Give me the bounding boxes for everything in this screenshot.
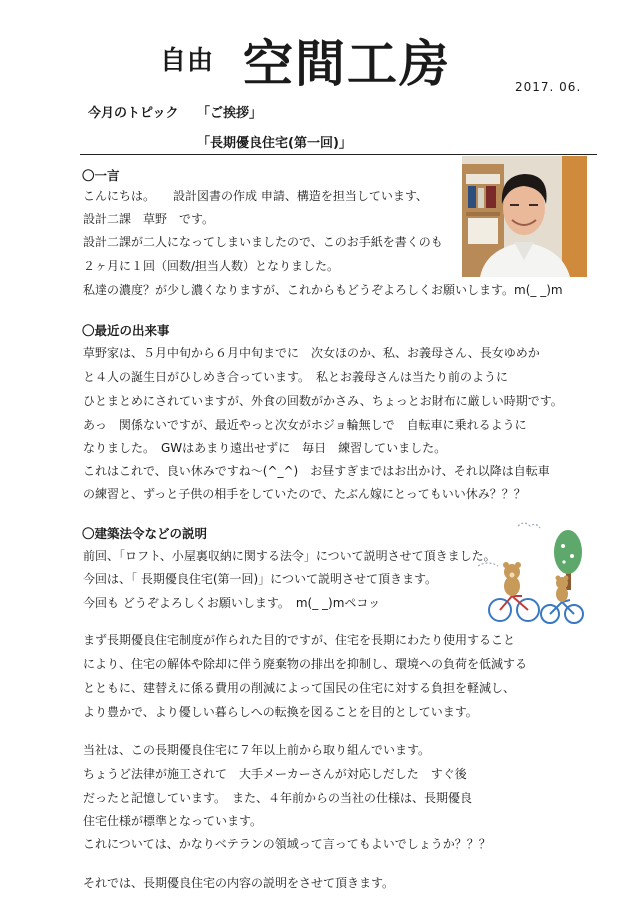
news-line: これはこれで、良い休みですね～(^_^) お昼すぎまではお出かけ、それ以降は自転車 — [83, 464, 550, 478]
company-line: 住宅仕様が標準となっています。 — [83, 814, 263, 828]
purpose-line: より豊かで、より優しい暮らしへの転換を図ることを目的としています。 — [83, 705, 478, 719]
section-heading-greeting: 〇一言 — [82, 168, 120, 183]
header-divider — [80, 154, 597, 155]
company-line: ちょうど法律が施工されて 大手メーカーさんが対応しだした すぐ後 — [83, 767, 467, 781]
topic-greeting: 「ご挨拶」 — [197, 106, 263, 121]
news-line: 草野家は、５月中旬から６月中旬までに 次女ほのか、私、お義母さん、長女ゆめか — [83, 346, 540, 360]
topic-long-term-housing: 「長期優良住宅(第一回)」 — [197, 136, 352, 151]
staff-photo — [462, 156, 587, 277]
section-heading-recent-events: 〇最近の出来事 — [82, 323, 170, 338]
closing-line: それでは、長期優良住宅の内容の説明をさせて頂きます。 — [83, 876, 395, 890]
greeting-line: ２ヶ月に１回（回数/担当人数）となりました。 — [83, 259, 340, 273]
purpose-line: により、住宅の解体や除却に伴う廃棄物の排出を抑制し、環境への負荷を低減する — [83, 657, 528, 671]
greeting-line: 設計二課 草野 です。 — [83, 212, 215, 226]
purpose-line: とともに、建替えに係る費用の削減によって国民の住宅に対する負担を軽減し、 — [83, 681, 516, 695]
brand-name-large: 空間工房 — [243, 35, 451, 93]
company-line: だったと記憶しています。 また、４年前からの当社の仕様は、長期優良 — [83, 791, 473, 805]
bears-riding-bicycles-icon — [478, 520, 593, 630]
law-line: 前回、「ロフト、小屋裏収納に関する法令」について説明させて頂きました。 — [83, 549, 496, 563]
purpose-line: まず長期優良住宅制度が作られた目的ですが、住宅を長期にわたり使用すること — [83, 633, 516, 647]
news-line: と４人の誕生日がひしめき合っています。 私とお義母さんは当たり前のように — [83, 370, 509, 384]
greeting-line: 私達の濃度？が少し濃くなりますが、これからもどうぞよろしくお願いします。m(_ _)m — [83, 283, 563, 297]
company-line: 当社は、この長期優良住宅に７年以上前から取り組んでいます。 — [83, 743, 431, 757]
section-heading-building-law: 〇建築法令などの説明 — [82, 526, 208, 541]
greeting-line: こんにちは。 設計図書の作成 申請、構造を担当しています、 — [83, 189, 428, 203]
company-line: これについては、かなりベテランの領域って言ってもよいでしょうか？？？ — [83, 837, 491, 851]
topic-label: 今月のトピック — [88, 106, 179, 121]
news-line: の練習と、ずっと子供の相手をしていたので、たぶん嫁にとってもいい休み？？？ — [83, 487, 526, 501]
issue-date: 2017. 06. — [515, 80, 582, 94]
news-line: ひとまとめにされていますが、外食の回数がかさみ、ちょっとお財布に厳しい時期です。 — [83, 394, 563, 408]
law-line: 今回は、「 長期優良住宅(第一回)」について説明させて頂きます。 — [83, 572, 437, 586]
law-line: 今回も どうぞよろしくお願いします。 m(_ _)mペコッ — [83, 596, 381, 610]
greeting-line: 設計二課が二人になってしまいましたので、このお手紙を書くのも — [83, 235, 443, 249]
news-line: なりました。 GWはあまり遠出せずに 毎日 練習していました。 — [83, 441, 447, 455]
news-line: あっ 関係ないですが、最近やっと次女がホジョ輪無しで 自転車に乗れるように — [83, 418, 527, 432]
brand-name-small: 自由 — [160, 46, 215, 76]
